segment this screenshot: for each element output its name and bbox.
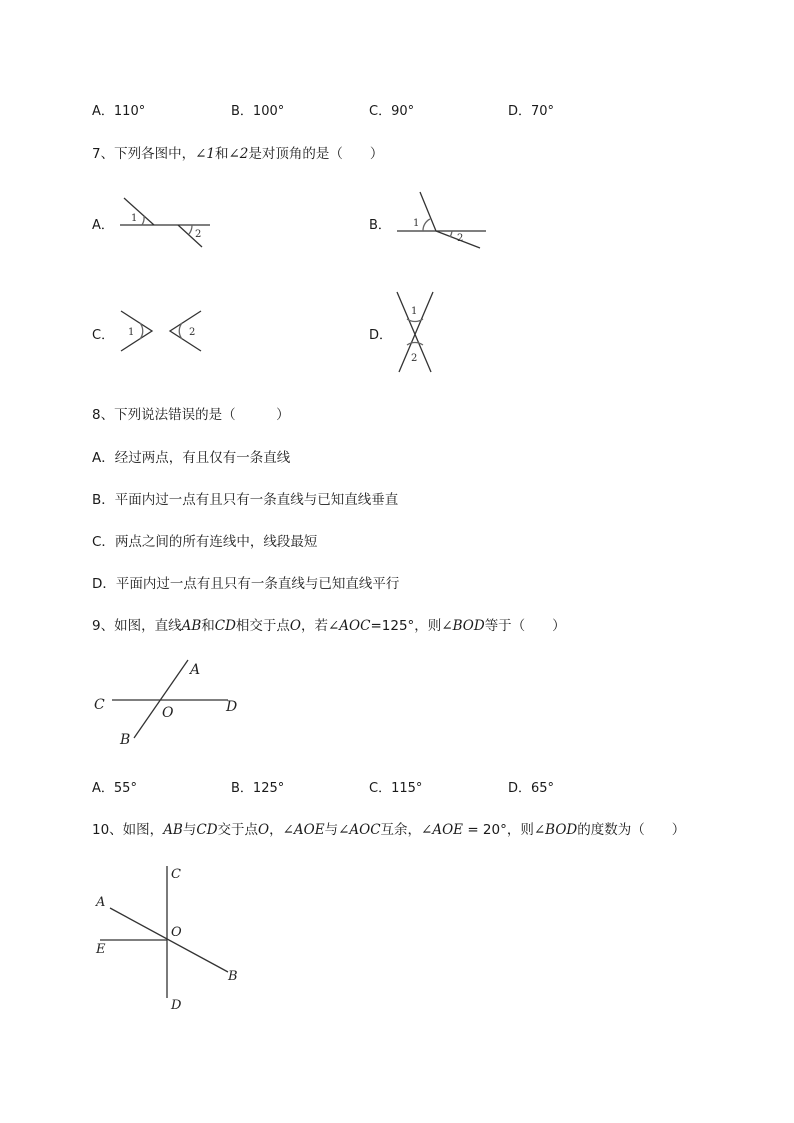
q9-option-c[interactable]: C．115° [369, 781, 423, 796]
q7-option-d[interactable]: D． [369, 328, 393, 343]
point-label-c: C [171, 867, 181, 882]
q6-option-a[interactable] [92, 100, 145, 119]
angle-label-2: 2 [411, 353, 418, 364]
option-letter: A． [92, 104, 114, 119]
option-text: 100° [252, 104, 285, 119]
q7-stem: 7、下列各图中，∠1和∠2是对顶角的是（ ） [92, 146, 384, 162]
q8-stem: 8、下列说法错误的是（ ） [92, 407, 290, 423]
q7-figure-d [392, 290, 440, 374]
point-label-e: E [96, 942, 106, 957]
angle-label-2: 2 [195, 229, 202, 240]
q8-option-d[interactable]: D．平面内过一点有且只有一条直线与已知直线平行 [92, 576, 400, 592]
q10-figure [90, 862, 260, 1012]
q8-option-b[interactable]: B．平面内过一点有且只有一条直线与已知直线垂直 [92, 492, 399, 508]
q9-figure [90, 656, 250, 748]
q7-figure-c [116, 308, 206, 354]
point-label-a: A [96, 895, 106, 910]
point-label-c: C [94, 697, 105, 713]
option-letter: D． [508, 104, 532, 119]
q7-option-a[interactable]: A． [92, 218, 114, 233]
q8-option-c[interactable]: C．两点之间的所有连线中，线段最短 [92, 534, 318, 550]
option-text: 90° [391, 104, 415, 119]
angle-label-1: 1 [411, 306, 418, 317]
angle-label-2: 2 [457, 233, 464, 244]
q6-option-c[interactable] [369, 100, 414, 119]
option-letter: B． [231, 104, 253, 119]
point-label-o: O [171, 925, 182, 940]
q7-figure-b [394, 190, 494, 252]
option-text: 70° [531, 104, 555, 119]
option-text: 110° [113, 104, 146, 119]
angle-label-1: 1 [131, 213, 138, 224]
q7-option-c[interactable]: C． [92, 328, 115, 343]
q8-option-a[interactable]: A．经过两点，有且仅有一条直线 [92, 450, 291, 466]
angle-label-1: 1 [413, 218, 420, 229]
q7-option-b[interactable]: B． [369, 218, 391, 233]
option-letter: C． [369, 104, 392, 119]
point-label-d: D [226, 699, 238, 715]
q7-figure-a [116, 194, 216, 254]
angle-label-1: 1 [128, 327, 135, 338]
point-label-a: A [190, 662, 201, 678]
q6-option-d[interactable] [508, 100, 554, 119]
point-label-o: O [162, 705, 174, 721]
q9-stem: 9、如图，直线AB和CD相交于点O，若∠AOC=125°，则∠BOD等于（ ） [92, 618, 566, 634]
angle-label-2: 2 [189, 327, 196, 338]
q6-option-b[interactable] [231, 100, 284, 119]
q9-option-a[interactable]: A．55° [92, 781, 137, 796]
point-label-b: B [120, 732, 131, 748]
q9-option-b[interactable]: B．125° [231, 781, 285, 796]
q9-option-d[interactable]: D．65° [508, 781, 555, 796]
point-label-d: D [171, 998, 182, 1013]
q10-stem: 10、如图，AB与CD交于点O，∠AOE与∠AOC互余，∠AOE = 20°，则∠BOD的度数为（ ） [92, 822, 686, 838]
point-label-b: B [228, 969, 238, 984]
